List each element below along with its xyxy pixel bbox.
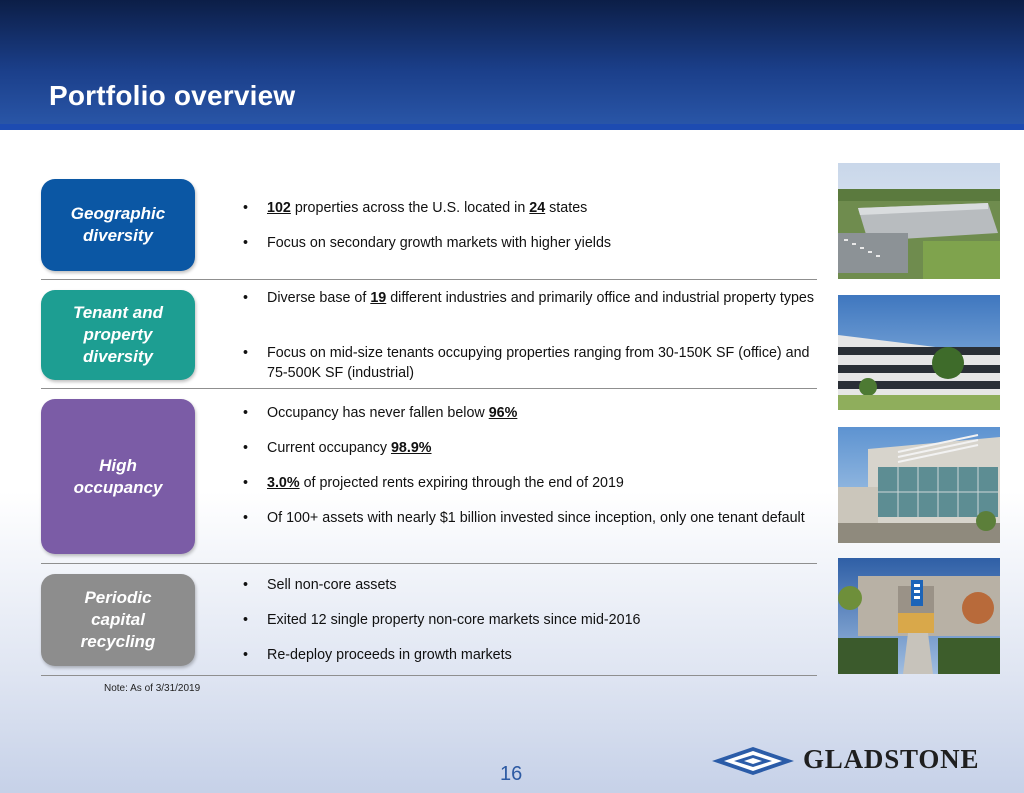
text-segment: Diverse base of [267, 290, 371, 306]
bullet-text [267, 645, 818, 665]
text-segment: properties across the U.S. located in [290, 200, 530, 216]
text-segment: Current occupancy [267, 440, 391, 456]
bullet-item [243, 508, 818, 528]
bullet-dot: • [243, 510, 249, 526]
highlight-figure: 96% [488, 405, 518, 421]
text-segment: of projected rents expiring through the end of 2019 [299, 475, 624, 491]
page-number: 16 [500, 763, 523, 785]
bullet-text [267, 508, 818, 528]
section-divider [41, 388, 817, 389]
bullet-item [243, 473, 818, 493]
page-title: Portfolio overview [49, 80, 296, 111]
bullet-item [243, 288, 818, 308]
bullet-dot: • [243, 612, 249, 628]
text-segment: Occupancy has never fallen below [267, 405, 489, 421]
bullet-item [243, 233, 818, 253]
bullet-item [243, 610, 818, 630]
modern-office-photo [838, 427, 1000, 543]
bullet-dot: • [243, 440, 249, 456]
bullet-text [267, 233, 818, 253]
highlight-figure: 3.0% [267, 475, 300, 491]
bullet-item [243, 438, 818, 458]
bullet-dot: • [243, 345, 249, 361]
office-building-photo [838, 295, 1000, 410]
text-segment: different industries and primarily office and industrial property types [386, 290, 815, 306]
text-segment: Focus on mid-size tenants occupying properties ranging from 30-150K SF (office) and 75-500K SF (industrial) [267, 345, 810, 381]
bullet-item [243, 403, 818, 423]
bullet-text [267, 438, 818, 458]
text-segment: states [545, 200, 588, 216]
bullet-text [267, 575, 818, 595]
text-segment: Exited 12 single property non-core markets since mid-2016 [267, 612, 641, 628]
category-high-occupancy: High occupancy [41, 399, 195, 554]
bullet-text [267, 198, 818, 218]
section-divider [41, 675, 817, 676]
bullet-dot: • [243, 200, 249, 216]
text-segment: Focus on secondary growth markets with higher yields [267, 235, 612, 251]
bullet-dot: • [243, 577, 249, 593]
bullet-text [267, 403, 818, 423]
header-rule [0, 124, 1024, 130]
text-segment: Sell non-core assets [267, 577, 397, 593]
bullet-item [243, 575, 818, 595]
gladstone-logo [710, 744, 1010, 778]
section-divider [41, 279, 817, 280]
bullet-text [267, 473, 818, 493]
category-capital-recycling: Periodic capital recycling [41, 574, 195, 666]
bullet-dot: • [243, 235, 249, 251]
text-segment: Of 100+ assets with nearly $1 billion invested since inception, only one tenant default [267, 510, 805, 526]
highlight-figure: 98.9% [390, 440, 432, 456]
highlight-figure: 102 [267, 200, 291, 216]
bullet-dot: • [243, 647, 249, 663]
bullet-item [243, 645, 818, 665]
highlight-figure: 24 [529, 200, 546, 216]
bullet-dot: • [243, 290, 249, 306]
bullet-item [243, 343, 818, 383]
headquarters-entrance-photo [838, 558, 1000, 674]
section-divider [41, 563, 817, 564]
bullet-text [267, 288, 818, 308]
bullet-dot: • [243, 475, 249, 491]
category-tenant-property-diversity: Tenant and property diversity [41, 290, 195, 380]
footnote: Note: As of 3/31/2019 [104, 683, 201, 694]
gladstone-logo-text: GLADSTONE [803, 744, 980, 774]
bullet-text [267, 610, 818, 630]
bullet-text [267, 343, 818, 383]
text-segment: Re-deploy proceeds in growth markets [267, 647, 512, 663]
warehouse-aerial-photo [838, 163, 1000, 279]
category-geographic-diversity: Geographic diversity [41, 179, 195, 271]
bullet-dot: • [243, 405, 249, 421]
bullet-item [243, 198, 818, 218]
gladstone-logo-icon [710, 746, 796, 776]
highlight-figure: 19 [370, 290, 387, 306]
